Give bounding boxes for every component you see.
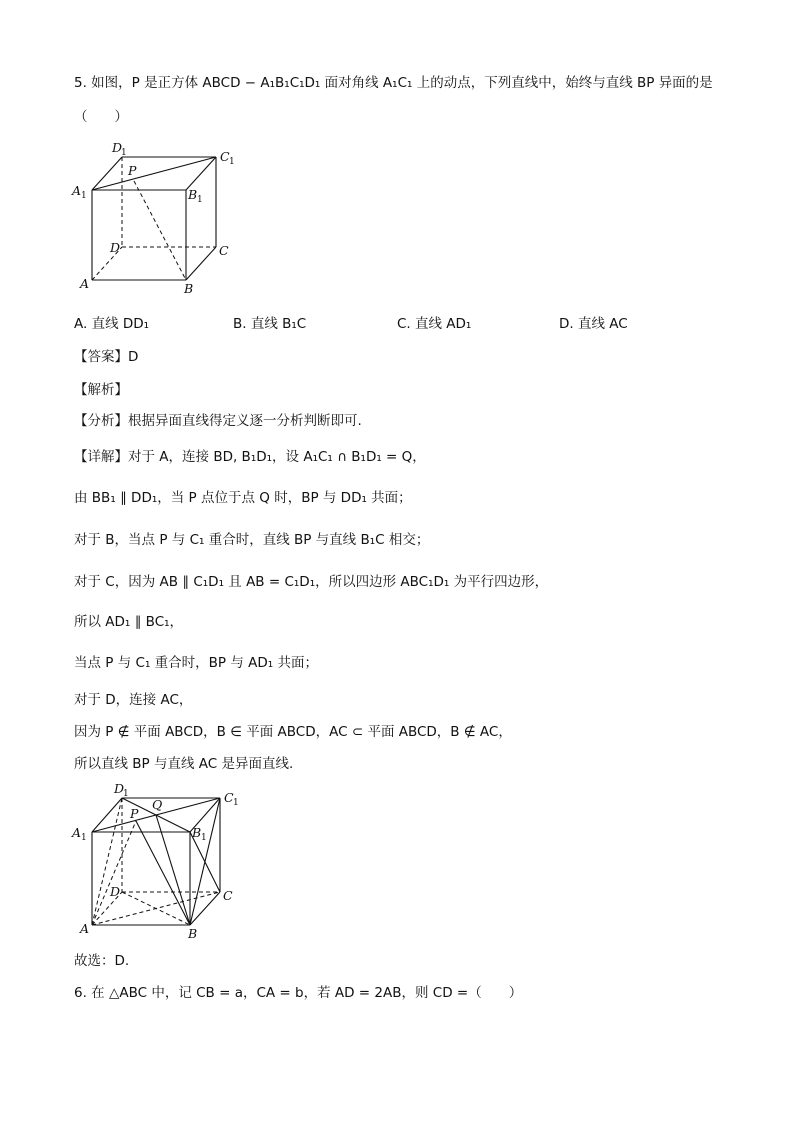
option-a: A. 直线 DD₁ bbox=[74, 316, 150, 332]
svg-text:A: A bbox=[72, 183, 82, 198]
svg-text:1: 1 bbox=[229, 157, 235, 167]
analysis-line-8: 对于 D，连接 AC， bbox=[74, 692, 193, 708]
conclusion-line: 故选：D. bbox=[74, 953, 130, 969]
svg-text:1: 1 bbox=[121, 148, 127, 158]
analysis-line-9: 因为 P ∉ 平面 ABCD，B ∈ 平面 ABCD，AC ⊂ 平面 ABCD，B ∉ AC， bbox=[74, 724, 512, 740]
svg-text:B: B bbox=[188, 187, 198, 202]
analysis-line-4: 对于 B，当点 P 与 C₁ 重合时，直线 BP 与直线 B₁C 相交； bbox=[74, 532, 430, 548]
svg-text:C: C bbox=[224, 790, 234, 805]
svg-text:C: C bbox=[220, 149, 230, 164]
svg-text:1: 1 bbox=[197, 195, 203, 205]
analysis-line-5: 对于 C，因为 AB ∥ C₁D₁ 且 AB = C₁D₁，所以四边形 ABC₁D₁ 为平行四边形， bbox=[74, 574, 549, 590]
svg-text:A: A bbox=[80, 921, 90, 936]
answer-value: D bbox=[128, 349, 139, 365]
option-c: C. 直线 AD₁ bbox=[397, 316, 472, 332]
svg-text:1: 1 bbox=[233, 798, 239, 808]
analysis-line-10: 所以直线 BP 与直线 AC 是异面直线. bbox=[74, 756, 294, 772]
svg-text:B: B bbox=[188, 926, 198, 941]
svg-text:B: B bbox=[184, 281, 194, 296]
svg-text:1: 1 bbox=[81, 833, 87, 843]
cube-figure-1 bbox=[70, 135, 270, 300]
svg-text:P: P bbox=[130, 806, 139, 821]
svg-text:A: A bbox=[72, 825, 82, 840]
analysis-line-2: 【详解】对于 A，连接 BD, B₁D₁，设 A₁C₁ ∩ B₁D₁ = Q， bbox=[74, 449, 426, 465]
svg-text:D: D bbox=[110, 884, 121, 899]
svg-text:1: 1 bbox=[123, 789, 129, 799]
q5-paren: （ ） bbox=[74, 109, 128, 125]
analysis-line-7: 当点 P 与 C₁ 重合时，BP 与 AD₁ 共面； bbox=[74, 655, 318, 671]
svg-text:C: C bbox=[223, 888, 233, 903]
q6-stem: 6. 在 △ABC 中，记 CB = a，CA = b，若 AD = 2AB，则 CD =（ ） bbox=[74, 985, 523, 1001]
analysis-tag: 【解析】 bbox=[74, 382, 128, 398]
svg-text:1: 1 bbox=[81, 191, 87, 201]
option-b: B. 直线 B₁C bbox=[233, 316, 307, 332]
svg-text:B: B bbox=[192, 825, 202, 840]
analysis-line-1: 【分析】根据异面直线得定义逐一分析判断即可. bbox=[74, 413, 362, 429]
answer-line bbox=[74, 347, 138, 367]
answer-tag: 【答案】 bbox=[74, 349, 128, 365]
svg-text:C: C bbox=[219, 243, 229, 258]
svg-text:D: D bbox=[112, 140, 123, 155]
svg-text:Q: Q bbox=[152, 797, 163, 812]
cube-figure-2 bbox=[70, 780, 270, 945]
svg-text:1: 1 bbox=[201, 833, 207, 843]
svg-text:D: D bbox=[114, 781, 125, 796]
analysis-line-6: 所以 AD₁ ∥ BC₁， bbox=[74, 614, 184, 630]
analysis-line-3: 由 BB₁ ∥ DD₁，当 P 点位于点 Q 时，BP 与 DD₁ 共面； bbox=[74, 490, 412, 506]
option-d: D. 直线 AC bbox=[559, 316, 628, 332]
svg-text:A: A bbox=[80, 276, 90, 291]
svg-text:D: D bbox=[110, 240, 121, 255]
svg-text:P: P bbox=[128, 163, 137, 178]
q5-stem: 5. 如图，P 是正方体 ABCD − A₁B₁C₁D₁ 面对角线 A₁C₁ 上的动点，下列直线中，始终与直线 BP 异面的是 bbox=[74, 75, 713, 91]
